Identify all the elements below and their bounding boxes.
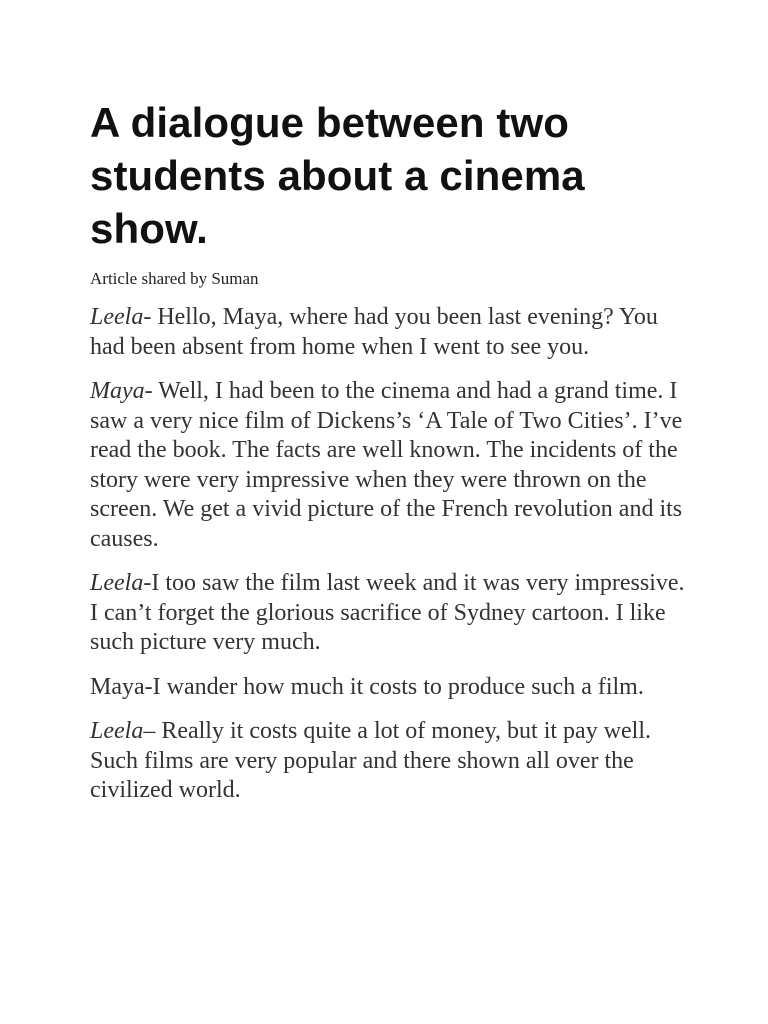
dialogue-text: -I too saw the film last week and it was very impressive. I can’t forget the glorious sacrifice of Sydney cartoon. I like such picture very much. — [90, 570, 685, 655]
speaker-name: Leela — [90, 570, 144, 596]
speaker-name: Leela — [90, 304, 144, 330]
dialogue-paragraph — [90, 717, 690, 806]
dialogue-paragraph — [90, 569, 690, 658]
speaker-name: Maya — [90, 378, 145, 404]
dialogue-text: Maya-I wander how much it costs to produce such a film. — [90, 673, 644, 700]
dialogue-text: - Hello, Maya, where had you been last evening? You had been absent from home when I went to see you. — [90, 304, 658, 360]
dialogue-text: – Really it costs quite a lot of money, but it pay well. Such films are very popular and there shown all over the civilized world. — [90, 718, 652, 803]
dialogue-text: - Well, I had been to the cinema and had a grand time. I saw a very nice film of Dickens’s ‘A Tale of Two Cities’. I’ve read the book. The facts are well known. The incidents of the story were very impressive when they were thrown on the screen. We get a vivid picture of the French revolution and its causes. — [90, 378, 683, 552]
speaker-name: Leela — [90, 718, 144, 744]
article-byline: Article shared by Suman — [90, 269, 259, 288]
dialogue-paragraph — [90, 377, 690, 554]
dialogue-paragraph — [90, 673, 690, 703]
dialogue-paragraph — [90, 303, 690, 362]
article-title: A dialogue between two students about a cinema show. — [90, 99, 585, 252]
article — [90, 0, 690, 806]
